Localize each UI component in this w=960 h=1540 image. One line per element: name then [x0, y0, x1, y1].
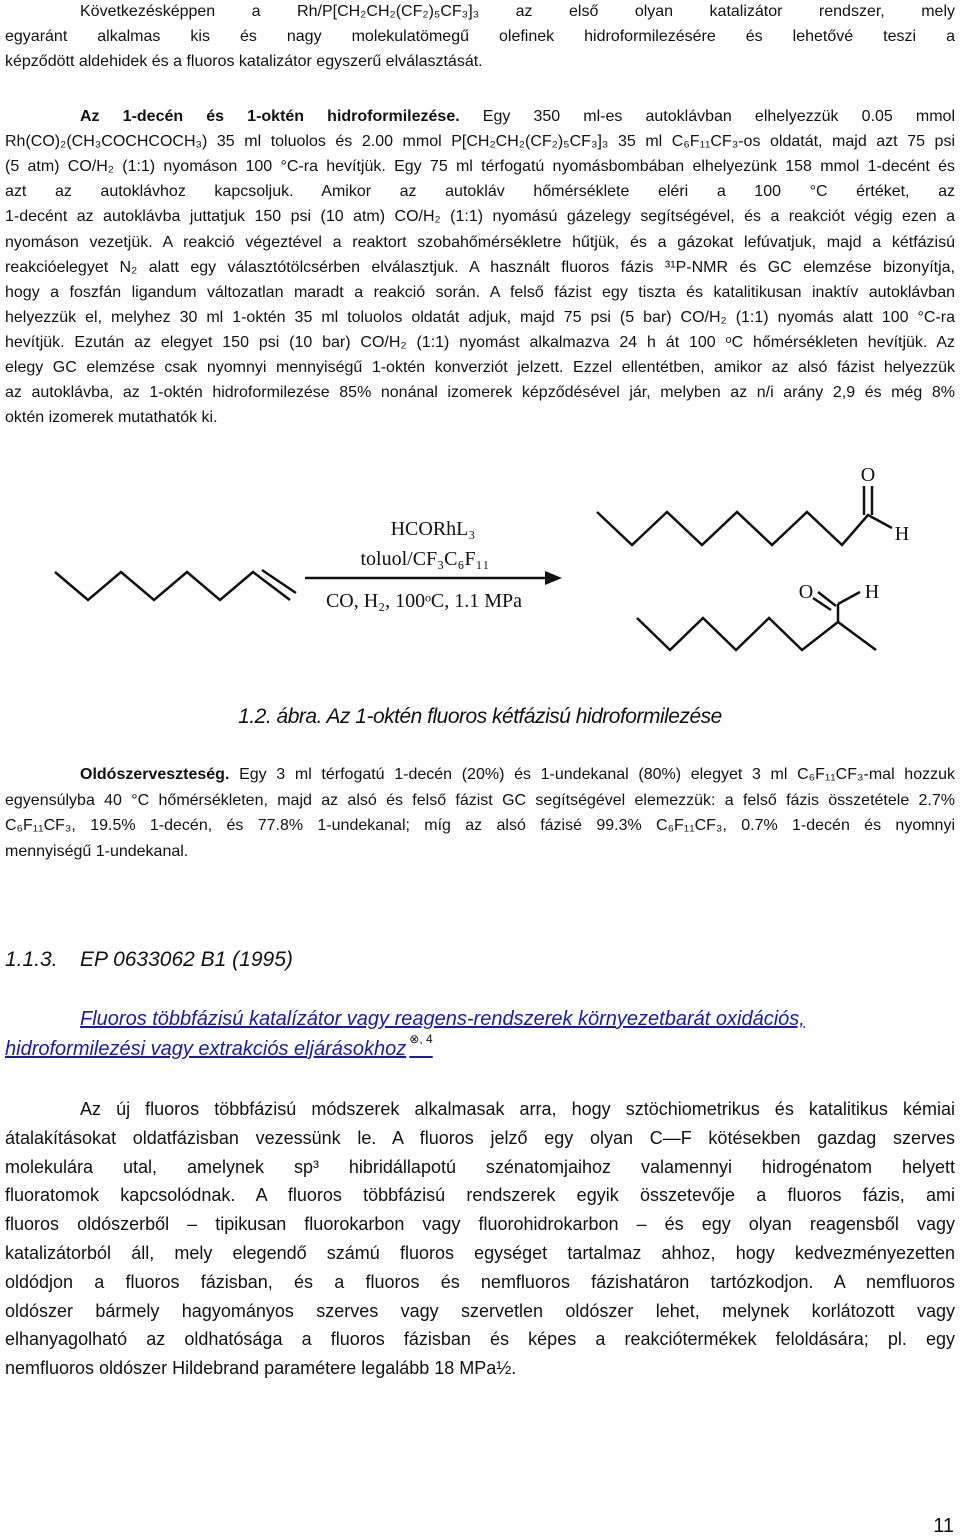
section-number: 1.1.3.: [5, 948, 58, 971]
paragraph-line: [80, 765, 955, 785]
line-text: Az új fluoros többfázisú módszerek alkalmasak arra, hogy sztöchiometrikus és katalitikus kémiai: [80, 1099, 955, 1119]
line-text: nemfluoros oldószer Hildebrand paramétere legalább 18 MPa½.: [5, 1358, 517, 1379]
nonanal-structure: [597, 512, 892, 545]
branched-aldehyde-structure: [637, 618, 876, 650]
paragraph-line: [5, 27, 955, 47]
section-title: EP 0633062 B1 (1995): [80, 948, 293, 971]
reference-link-line-2[interactable]: [5, 1032, 433, 1061]
line-text: oktén izomerek mutathatók ki.: [5, 409, 218, 427]
reagent-solvent: toluol/CF₃C₆F₁₁: [360, 548, 490, 570]
atom-oxygen: O: [798, 581, 814, 603]
line-text: oldódjon a fluoros fázisban, és a fluoros és nemfluoros fázishatáron tartózkodjon. A nemfluoros: [5, 1271, 955, 1292]
atom-hydrogen: H: [864, 581, 880, 603]
reaction-conditions: CO, H₂, 100ᵒC, 1.1 MPa: [325, 590, 523, 612]
atom-hydrogen: H: [894, 523, 910, 545]
paragraph-line: [5, 1299, 955, 1323]
section-heading: [5, 948, 293, 972]
paragraph-line: [5, 157, 955, 177]
paragraph-line: [5, 182, 955, 202]
paragraph-line: [5, 1327, 955, 1351]
line-text: azt az autoklávhoz kapcsoljuk. Amikor az autokláv hőmérséklete eléri a 100 °C értéket, az: [5, 183, 955, 201]
paragraph-line: [5, 791, 955, 811]
line-text: elhanyagolható az oldhatósága a fluoros fázisban és képes a reakciótermékek feloldására; pl. egy: [5, 1329, 955, 1350]
line-text: reakcióelegyet N₂ alatt egy választótölcsérben elválasztjuk. A használt fluoros fázis ³¹P-NMR és GC elemzése bizonyítja,: [5, 258, 955, 276]
paragraph-line: [5, 258, 955, 278]
octene-structure: [55, 572, 290, 600]
paragraph-line: [80, 107, 955, 127]
footnote-reference[interactable]: ⊗, 4: [409, 1032, 433, 1046]
paragraph-line: [5, 408, 955, 428]
line-text: hevítjük. Ezután az elegyet 150 psi (10 bar) CO/H₂ (1:1) nyomást alkalmazva 24 h át 100 ᵒC hőmérsékleten hevítjük. Az: [5, 333, 955, 351]
line-text: helyezzük el, melyhez 30 ml 1-oktén 35 ml toluolos oldatát adjuk, majd 75 psi (5 bar) CO/H₂ (1:1) nyomás alatt 100 °C-ra: [5, 308, 955, 326]
line-text: C₆F₁₁CF₃, 19.5% 1-decén, és 77.8% 1-undekanal; míg az alsó fázisé 99.3% C₆F₁₁CF₃, 0.7% 1-decén és nyomnyi: [5, 817, 955, 835]
paragraph-line: [5, 1126, 955, 1150]
paragraph-line: [5, 283, 955, 303]
paragraph-line: [5, 1241, 955, 1265]
line-text: egyaránt alkalmas kis és nagy molekulatömegű olefinek hidroformilezésére és lehetővé teszi a: [5, 28, 955, 45]
line-text: fluoratomok kapcsolódnak. A fluoros többfázisú rendszerek egyik összetevője a fluoros fázis, ami: [5, 1185, 955, 1206]
figure-caption: 1.2. ábra. Az 1-oktén fluoros kétfázisú hidroformilezése: [238, 705, 722, 728]
paragraph-line: [5, 1270, 955, 1294]
arrow-head-icon: [545, 571, 562, 585]
reference-link-text[interactable]: hidroformilezési vagy extrakciós eljárásokhoz: [5, 1038, 407, 1060]
paragraph-line: [5, 1155, 955, 1179]
line-text: oldószer bármely hagyományos szerves vagy szervetlen oldószer lehet, melynek korlátozott vagy: [5, 1300, 955, 1321]
line-text: (5 atm) CO/H₂ (1:1) nyomáson 100 °C-ra hevítjük. Egy 75 ml térfogatú nyomásbombában elhelyezünk 158 mmol 1-decént és: [5, 158, 955, 176]
page-number: 11: [933, 1515, 954, 1537]
paragraph-line: [80, 2, 955, 22]
paragraph-lead-heading: Oldószerveszteség.: [80, 766, 230, 783]
line-text: egyensúlyba 40 °C hőmérsékleten, majd az alsó és felső fázist GC segítségével elemezzük: a felső fázis összetétele 2.7%: [5, 791, 955, 809]
line-text: Következésképpen a Rh/P[CH₂CH₂(CF₂)₅CF₃]₃ az első olyan katalizátor rendszer, mely: [80, 3, 955, 20]
paragraph-lead-heading: Az 1-decén és 1-oktén hidroformilezése.: [80, 108, 460, 125]
paragraph-line: [5, 1212, 955, 1236]
paragraph-line: [5, 52, 955, 72]
paragraph-line: [5, 207, 955, 227]
line-text: nyomáson vezetjük. A reakció végeztével a reaktort szobahőmérsékletre hűtjük, és a gázokat lefúvatjuk, majd a kétfázisú: [5, 233, 955, 251]
paragraph-line: [80, 1097, 955, 1121]
paragraph-line: [5, 383, 955, 403]
paragraph-line: [5, 132, 955, 152]
line-text: molekulára utal, amelynek sp³ hibridállapotú szénatomjaihoz valamennyi hidrogénatom helyett: [5, 1156, 955, 1177]
line-text: elegy GC elemzése csak nyomnyi mennyiségű 1-oktén konverziót jelzett. Ezzel ellentétben, amikor az alsó fázist helyezzük: [5, 359, 955, 376]
reagent-catalyst: HCORhL₃: [390, 518, 476, 540]
reference-link-line-1[interactable]: Fluoros többfázisú katalízátor vagy reagens-rendszerek környezetbarát oxidációs,: [80, 1008, 805, 1030]
line-text: hogy a foszfán ligandum változatlan maradt a reakció során. A felső fázist egy tiszta és katalitikusan inaktív autoklávban: [5, 283, 955, 301]
paragraph-line: [5, 333, 955, 353]
line-text: képződött aldehidek és a fluoros katalizátor egyszerű elválasztását.: [5, 53, 483, 70]
line-text: fluoros oldószerből – tipikusan fluorokarbon vagy fluorohidrokarbon – és egy olyan reagensből vagy: [5, 1214, 955, 1235]
line-text: Rh(CO)₂(CH₃COCHCOCH₃) 35 ml toluolos és 2.00 mmol P[CH₂CH₂(CF₂)₅CF₃]₃ 35 ml C₆F₁₁CF₃-os oldatát, majd azt 75 psi: [5, 133, 955, 151]
line-text: mennyiségű 1-undekanal.: [5, 843, 189, 861]
line-text: az autoklávba, az 1-oktén hidroformilezése 85% nonánal izomerek képződésével jár, melyben az n/i arány 2,9 és még 8%: [5, 384, 955, 402]
paragraph-line: [5, 233, 955, 253]
paragraph-line: [5, 308, 955, 328]
paragraph-line: [5, 816, 955, 836]
line-text: 1-decént az autoklávba juttatjuk 150 psi (10 atm) CO/H₂ (1:1) nyomású gázelegy segítségével, és a reakciót végig ezen a: [5, 208, 955, 226]
paragraph-line: [5, 842, 955, 862]
line-text: katalizátorból áll, mely elegendő számú fluoros egységet tartalmaz ahhoz, hogy kedvezményezetten: [5, 1243, 955, 1263]
reaction-scheme: [0, 450, 960, 700]
line-text: Egy 3 ml térfogatú 1-decén (20%) és 1-undekanal (80%) elegyet 3 ml C₆F₁₁CF₃-mal hozzuk: [229, 766, 955, 783]
paragraph-line: [5, 358, 955, 378]
line-text: átalakításokat oldatfázisban vezessünk le. A fluoros jelző egy olyan C—F kötésekben gazdag szerves: [5, 1127, 955, 1148]
atom-oxygen: O: [860, 464, 876, 486]
line-text: Egy 350 ml-es autoklávban elhelyezzük 0.05 mmol: [459, 108, 955, 125]
paragraph-line: [5, 1356, 955, 1380]
paragraph-line: [5, 1183, 955, 1207]
